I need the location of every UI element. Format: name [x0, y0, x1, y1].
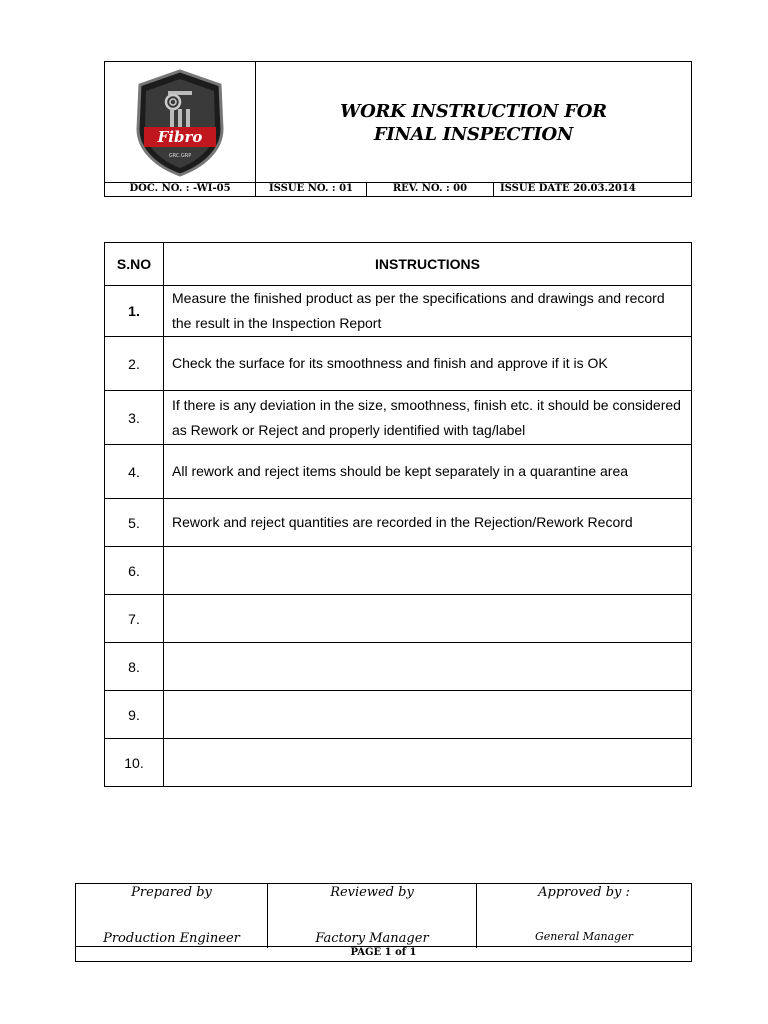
prepared-by-name: Production Engineer	[103, 931, 240, 946]
document-title	[256, 62, 691, 184]
row-instruction	[164, 595, 692, 643]
logo-wordmark: Fibro	[157, 128, 203, 146]
reviewed-by-cell	[268, 884, 477, 948]
table-row	[105, 739, 692, 787]
prepared-by-cell	[76, 884, 268, 948]
row-instruction: If there is any deviation in the size, smoothness, finish etc. it should be considered as Rework or Reject and properly identified with tag/label	[164, 391, 692, 445]
reviewed-by-name: Factory Manager	[315, 931, 429, 946]
table-row	[105, 499, 692, 547]
table-row	[105, 445, 692, 499]
title-line-2: FINAL INSPECTION	[373, 124, 574, 145]
logo-subtext: GRC.GRP	[168, 153, 192, 159]
approved-by-cell	[477, 884, 691, 948]
row-number: 1.	[105, 286, 164, 337]
approved-by-label: Approved by :	[538, 885, 630, 900]
row-instruction	[164, 643, 692, 691]
instructions-table	[104, 242, 692, 787]
column-header-sno: S.NO	[105, 243, 164, 286]
doc-number: DOC. NO. : -WI-05	[105, 183, 256, 196]
row-number: 10.	[105, 739, 164, 787]
table-row	[105, 547, 692, 595]
table-row	[105, 337, 692, 391]
row-instruction	[164, 739, 692, 787]
column-header-instructions: INSTRUCTIONS	[164, 243, 692, 286]
row-number: 6.	[105, 547, 164, 595]
row-instruction	[164, 691, 692, 739]
row-number: 5.	[105, 499, 164, 547]
document-header	[104, 61, 692, 197]
logo-cell	[105, 62, 256, 184]
title-line-1: WORK INSTRUCTION FOR	[340, 101, 607, 122]
row-instruction	[164, 547, 692, 595]
row-instruction: Measure the finished product as per the specifications and drawings and record the result in the Inspection Report	[164, 286, 692, 337]
table-row	[105, 595, 692, 643]
document-meta-row	[105, 182, 691, 196]
page-number: PAGE 1 of 1	[76, 946, 691, 961]
prepared-by-label: Prepared by	[131, 885, 212, 900]
issue-number: ISSUE NO. : 01	[256, 183, 367, 196]
signoff-block	[75, 883, 692, 962]
table-row	[105, 691, 692, 739]
reviewed-by-label: Reviewed by	[330, 885, 414, 900]
row-number: 2.	[105, 337, 164, 391]
table-row	[105, 643, 692, 691]
fibro-logo	[134, 69, 226, 177]
approved-by-name: General Manager	[535, 930, 633, 943]
revision-number: REV. NO. : 00	[367, 183, 494, 196]
row-number: 4.	[105, 445, 164, 499]
row-number: 8.	[105, 643, 164, 691]
issue-date: ISSUE DATE 20.03.2014	[500, 183, 636, 194]
row-instruction: Rework and reject quantities are recorded in the Rejection/Rework Record	[164, 499, 692, 547]
row-number: 7.	[105, 595, 164, 643]
row-number: 3.	[105, 391, 164, 445]
table-row	[105, 391, 692, 445]
row-number: 9.	[105, 691, 164, 739]
row-instruction: Check the surface for its smoothness and finish and approve if it is OK	[164, 337, 692, 391]
table-row	[105, 286, 692, 337]
table-header-row	[105, 243, 692, 286]
row-instruction: All rework and reject items should be kept separately in a quarantine area	[164, 445, 692, 499]
